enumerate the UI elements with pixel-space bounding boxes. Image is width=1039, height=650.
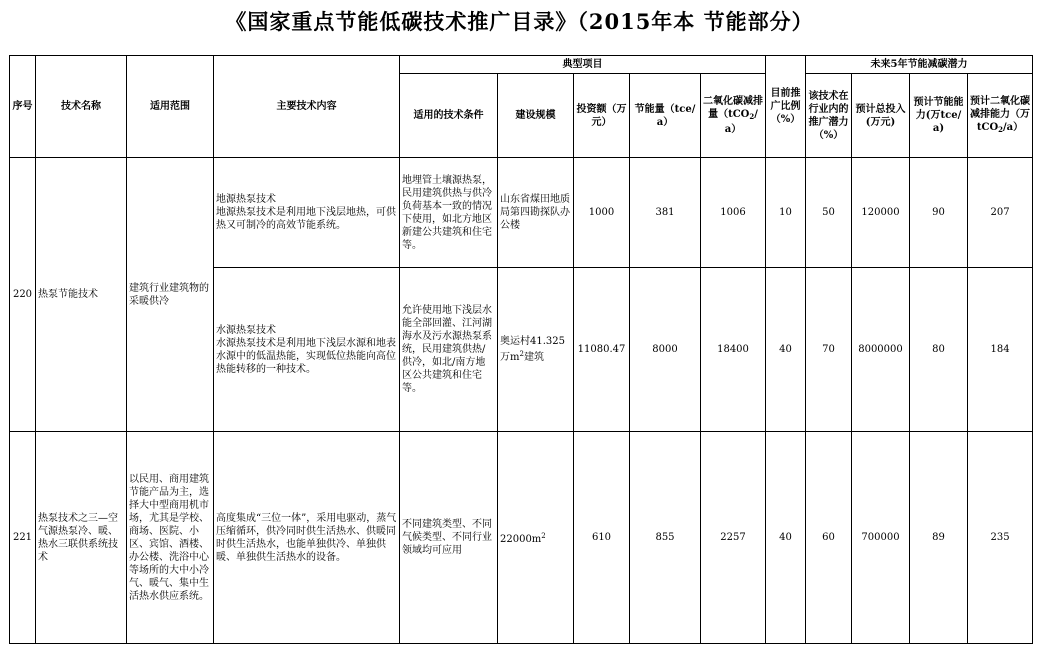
row-220-b-conditions: 允许使用地下浅层水能全部回灌、江河湖海水及污水源热泵系统，民用建筑供热/供冷，如北/南方地区公共建筑和住宅等。 — [400, 268, 498, 432]
row-220-b-current-ratio: 40 — [766, 268, 806, 432]
header-energy-saving: 节能量（tce/a） — [630, 74, 701, 158]
row-220-a-current-ratio: 10 — [766, 158, 806, 268]
row-221-saving-cap: 89 — [910, 432, 968, 644]
row-221-energy-saving: 855 — [630, 432, 701, 644]
header-co2-cap-prefix: 预计二氧化碳减排能力（万tCO — [970, 96, 1031, 133]
row-221-potential: 60 — [806, 432, 852, 644]
row-220-b-scale-main: 奥运村41.325万m — [500, 336, 565, 363]
row-220-b-scale-suffix: 建筑 — [523, 352, 544, 363]
row-220-a-potential: 50 — [806, 158, 852, 268]
row-220-b-potential: 70 — [806, 268, 852, 432]
header-investment: 投资额（万元） — [574, 74, 630, 158]
row-221-seq: 221 — [10, 432, 36, 644]
row-220-b-total-invest: 8000000 — [852, 268, 910, 432]
header-total-invest: 预计总投入(万元) — [852, 74, 910, 158]
table-row — [10, 158, 1033, 268]
header-co2-cap-suffix: /a） — [1003, 122, 1024, 133]
header-future-group: 未来5年节能减碳潜力 — [806, 56, 1033, 74]
row-221-scope: 以民用、商用建筑节能产品为主，选择大中型商用机市场，尤其是学校、商场、医院、小区、宾馆、酒楼、办公楼、洗浴中心等场所的大中小冷气、暖气、集中生活热水供应系统。 — [127, 432, 214, 644]
row-220-scope: 建筑行业建筑物的采暖供冷 — [127, 158, 214, 432]
header-potential: 该技术在行业内的推广潜力（%） — [806, 74, 852, 158]
header-scope: 适用范围 — [127, 56, 214, 158]
row-221-tech-name: 热泵技术之三—空气源热泵冷、暖、热水三联供系统技术 — [36, 432, 127, 644]
header-scale: 建设规模 — [498, 74, 574, 158]
row-220-a-energy-saving: 381 — [630, 158, 701, 268]
page-title: 《国家重点节能低碳技术推广目录》（2015年本 节能部分） — [225, 9, 814, 34]
row-221-scale-main: 22000m — [500, 533, 542, 545]
row-220-b-co2: 18400 — [701, 268, 766, 432]
header-content: 主要技术内容 — [214, 56, 400, 158]
row-220-tech-name: 热泵节能技术 — [36, 158, 127, 432]
row-221-content: 高度集成“三位一体”，采用电驱动，蒸气压缩循环，供冷同时供生活热水、供暖同时供生活热水，也能单独供冷、单独供暖、单独供生活热水的设备。 — [214, 432, 400, 644]
header-co2-prefix: 二氧化碳减排量（tCO — [703, 96, 763, 120]
row-220-b-scale — [498, 268, 574, 432]
row-220-b-scale-sup: 2 — [519, 350, 524, 358]
energy-saving-tech-table — [9, 55, 1033, 644]
row-220-b-investment: 11080.47 — [574, 268, 630, 432]
table-row — [10, 432, 1033, 644]
row-220-a-saving-cap: 90 — [910, 158, 968, 268]
row-220-a-co2: 1006 — [701, 158, 766, 268]
row-221-investment: 610 — [574, 432, 630, 644]
row-220-b-energy-saving: 8000 — [630, 268, 701, 432]
header-co2-sub: 2 — [749, 112, 755, 121]
row-220-b-content: 水源热泵技术 水源热泵技术是利用地下浅层水源和地表水源中的低温热能，实现低位热能向高位热能转移的一种技术。 — [214, 268, 400, 432]
header-co2-cap-sub: 2 — [998, 125, 1004, 134]
row-220-a-content: 地源热泵技术 地源热泵技术是利用地下浅层地热，可供热又可制冷的高效节能系统。 — [214, 158, 400, 268]
header-typical-group: 典型项目 — [400, 56, 766, 74]
header-co2-cap — [968, 74, 1033, 158]
row-220-a-scale: 山东省煤田地质局第四勘探队办公楼 — [498, 158, 574, 268]
row-221-co2-cap: 235 — [968, 432, 1033, 644]
row-220-a-investment: 1000 — [574, 158, 630, 268]
row-221-conditions: 不同建筑类型、不同气候类型、不同行业领域均可应用 — [400, 432, 498, 644]
row-221-current-ratio: 40 — [766, 432, 806, 644]
row-221-total-invest: 700000 — [852, 432, 910, 644]
row-221-scale-sup: 2 — [541, 531, 546, 540]
row-221-co2: 2257 — [701, 432, 766, 644]
row-221-scale — [498, 432, 574, 644]
row-220-a-total-invest: 120000 — [852, 158, 910, 268]
header-co2-suffix: /a） — [724, 109, 758, 135]
header-current-ratio: 目前推广比例（%） — [766, 56, 806, 158]
row-220-seq: 220 — [10, 158, 36, 432]
header-seq: 序号 — [10, 56, 36, 158]
row-220-a-co2-cap: 207 — [968, 158, 1033, 268]
header-tech-name: 技术名称 — [36, 56, 127, 158]
header-co2 — [701, 74, 766, 158]
row-220-b-saving-cap: 80 — [910, 268, 968, 432]
row-220-a-conditions: 地埋管土壤源热泵，民用建筑供热与供冷负荷基本一致的情况下使用，如北方地区新建公共建筑和住宅等。 — [400, 158, 498, 268]
header-conditions: 适用的技术条件 — [400, 74, 498, 158]
row-220-b-co2-cap: 184 — [968, 268, 1033, 432]
header-saving-cap: 预计节能能力(万tce/a) — [910, 74, 968, 158]
